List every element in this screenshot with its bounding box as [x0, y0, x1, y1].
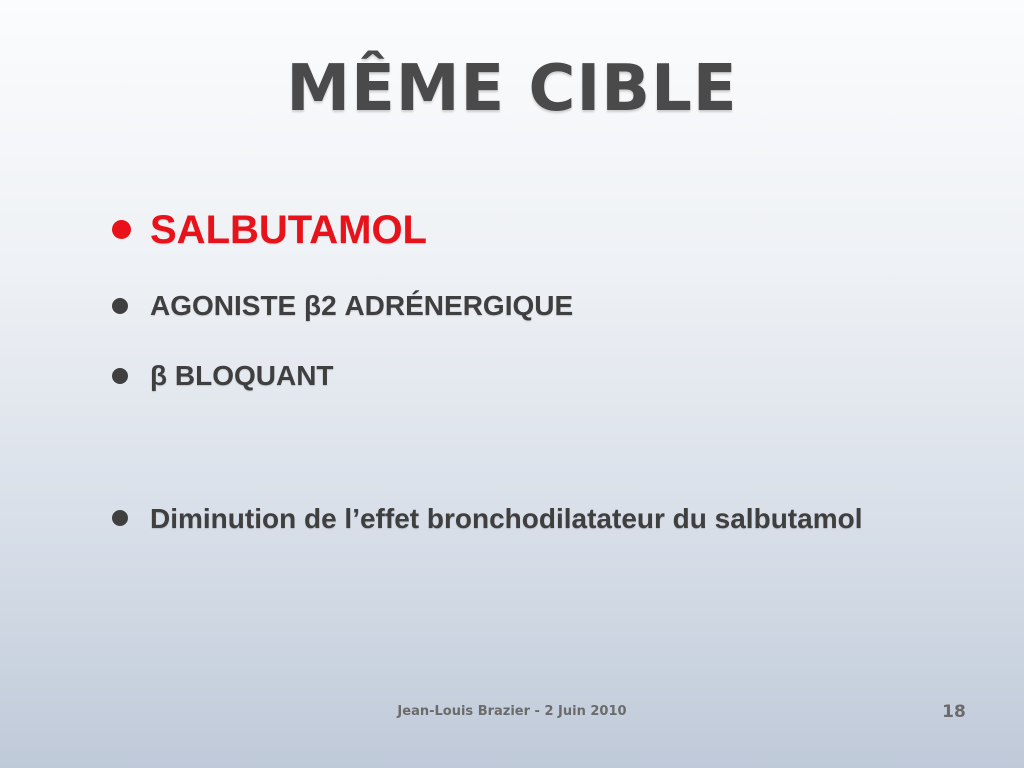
bullet-dot-icon — [112, 298, 128, 314]
page-number: 18 — [942, 702, 966, 722]
bullet-item-diminution — [112, 500, 872, 538]
bullet-item-agoniste — [112, 288, 573, 324]
bullet-text: AGONISTE β2 ADRÉNERGIQUE — [150, 290, 574, 321]
bullet-text: Diminution de l’effet bronchodilatateur du salbutamol — [150, 503, 863, 534]
bullet-text: β BLOQUANT — [150, 360, 334, 391]
bullet-dot-icon — [112, 368, 128, 384]
bullet-item-bloquant — [112, 358, 334, 394]
bullet-item-salbutamol — [112, 206, 427, 254]
slide-footer: Jean-Louis Brazier - 2 Juin 2010 — [397, 704, 627, 719]
bullet-text: SALBUTAMOL — [150, 208, 427, 252]
bullet-dot-icon — [112, 510, 128, 526]
bullet-dot-icon — [112, 220, 131, 239]
slide-title: MÊME CIBLE — [286, 52, 738, 126]
